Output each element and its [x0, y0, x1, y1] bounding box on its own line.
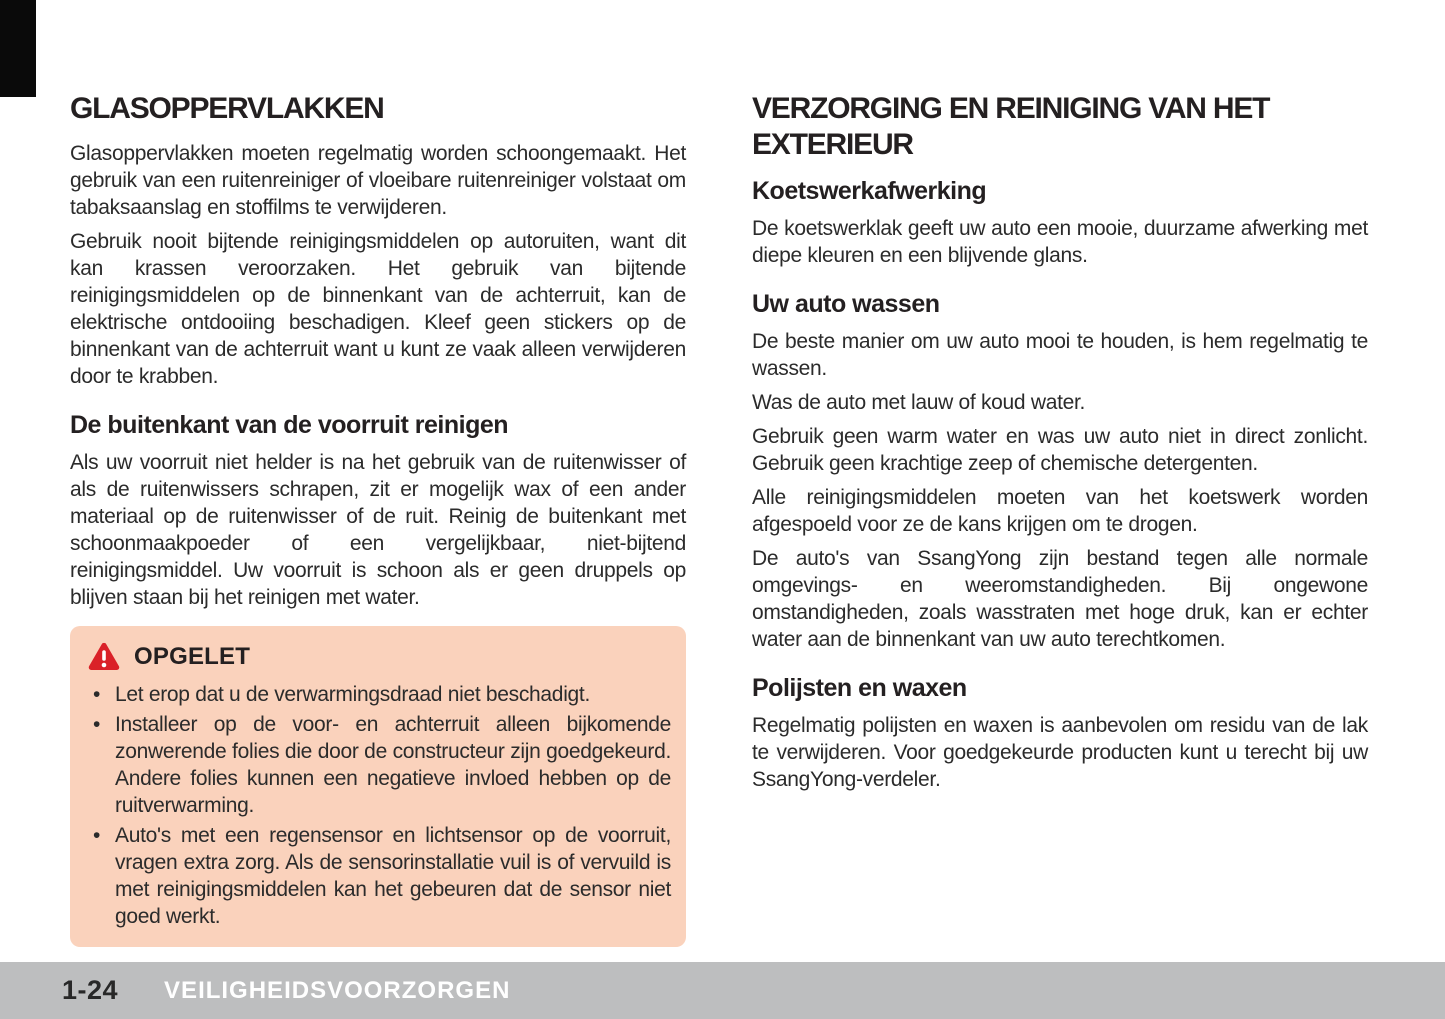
bullet-icon: • [93, 824, 101, 847]
subsection-heading-koetswerkafwerking: Koetswerkafwerking [752, 177, 987, 205]
warning-list-item-text: Installeer op de voor- en achterruit alleen bijkomende zonwerende folies die door de constructeur zijn goedgekeurd. Andere folies kunnen een negatieve invloed hebben op de ruitverwarming. [115, 713, 671, 817]
paragraph: Gebruik geen warm water en was uw auto niet in direct zonlicht. Gebruik geen krachtige zeep of chemische detergenten. [752, 425, 1368, 475]
warning-list-item-text: Auto's met een regensensor en lichtsensor op de voorruit, vragen extra zorg. Als de sensorinstallatie vuil is of vervuild is met reinigingsmiddelen kan het gebeuren dat de sensor niet goed werkt. [115, 824, 671, 928]
warning-title: OPGELET [134, 642, 251, 670]
paragraph: Glasoppervlakken moeten regelmatig worden schoongemaakt. Het gebruik van een ruitenreiniger of vloeibare ruitenreiniger volstaat om tabaksaanslag en stoffilms te verwijderen. [70, 142, 686, 219]
paragraph: Als uw voorruit niet helder is na het gebruik van de ruitenwisser of als de ruitenwissers schrapen, zit er mogelijk wax of een ander materiaal op de ruitenwisser of de ruit. Reinig de buitenkant met schoonmaakpoeder of een vergelijkbaar, niet-bijtend reinigingsmiddel. Uw voorruit is schoon als er geen druppels op blijven staan bij het reinigen met water. [70, 451, 686, 609]
warning-list-item-text: Let erop dat u de verwarmingsdraad niet beschadigt. [115, 683, 591, 706]
bullet-icon: • [93, 683, 101, 706]
section-heading-glasoppervlakken: GLASOPPERVLAKKEN [70, 92, 384, 125]
footer-section-title: VEILIGHEIDSVOORZORGEN [164, 976, 511, 1004]
paragraph: De beste manier om uw auto mooi te houden, is hem regelmatig te wassen. [752, 330, 1368, 380]
section-heading-verzorging-exterieur: VERZORGING EN REINIGING VAN HET EXTERIEUR [752, 92, 1270, 161]
paragraph: Gebruik nooit bijtende reinigingsmiddelen op autoruiten, want dit kan krassen veroorzaken. Het gebruik van bijtende reinigingsmiddelen op de binnenkant van de achterruit, kan de elektrische ontdooiing beschadigen. Kleef geen stickers op de binnenkant van de achterruit want u kunt ze vaak alleen verwijderen door te krabben. [70, 230, 686, 388]
subsection-heading-polijsten-en-waxen: Polijsten en waxen [752, 674, 967, 702]
warning-list-item [85, 822, 671, 930]
warning-list-item [85, 681, 671, 708]
paragraph: Regelmatig polijsten en waxen is aanbevolen om residu van de lak te verwijderen. Voor goedgekeurde producten kunt u terecht bij uw SsangYong-verdeler. [752, 714, 1368, 791]
paragraph: Was de auto met lauw of koud water. [752, 391, 1086, 414]
paragraph: De auto's van SsangYong zijn bestand tegen alle normale omgevings- en weeromstandigheden. Bij ongewone omstandigheden, zoals wasstraten met hoge druk, kan er echter water aan de binnenkant van uw auto terechtkomen. [752, 547, 1368, 651]
footer-page-number: 1-24 [62, 975, 119, 1005]
footer-bar [0, 962, 1445, 1019]
warning-list [85, 681, 671, 930]
bullet-icon: • [93, 713, 101, 736]
chapter-tab-marker [0, 0, 36, 97]
warning-triangle-icon [87, 641, 121, 672]
warning-header [87, 641, 671, 672]
subsection-heading-voorruit-reinigen: De buitenkant van de voorruit reinigen [70, 411, 509, 439]
paragraph: De koetswerklak geeft uw auto een mooie, duurzame afwerking met diepe kleuren en een blijvende glans. [752, 217, 1368, 267]
paragraph: Alle reinigingsmiddelen moeten van het koetswerk worden afgespoeld voor ze de kans krijgen om te drogen. [752, 486, 1368, 536]
subsection-heading-uw-auto-wassen: Uw auto wassen [752, 290, 940, 318]
warning-box [70, 626, 686, 947]
right-column [752, 91, 1368, 800]
left-column [70, 91, 686, 947]
warning-list-item [85, 711, 671, 819]
